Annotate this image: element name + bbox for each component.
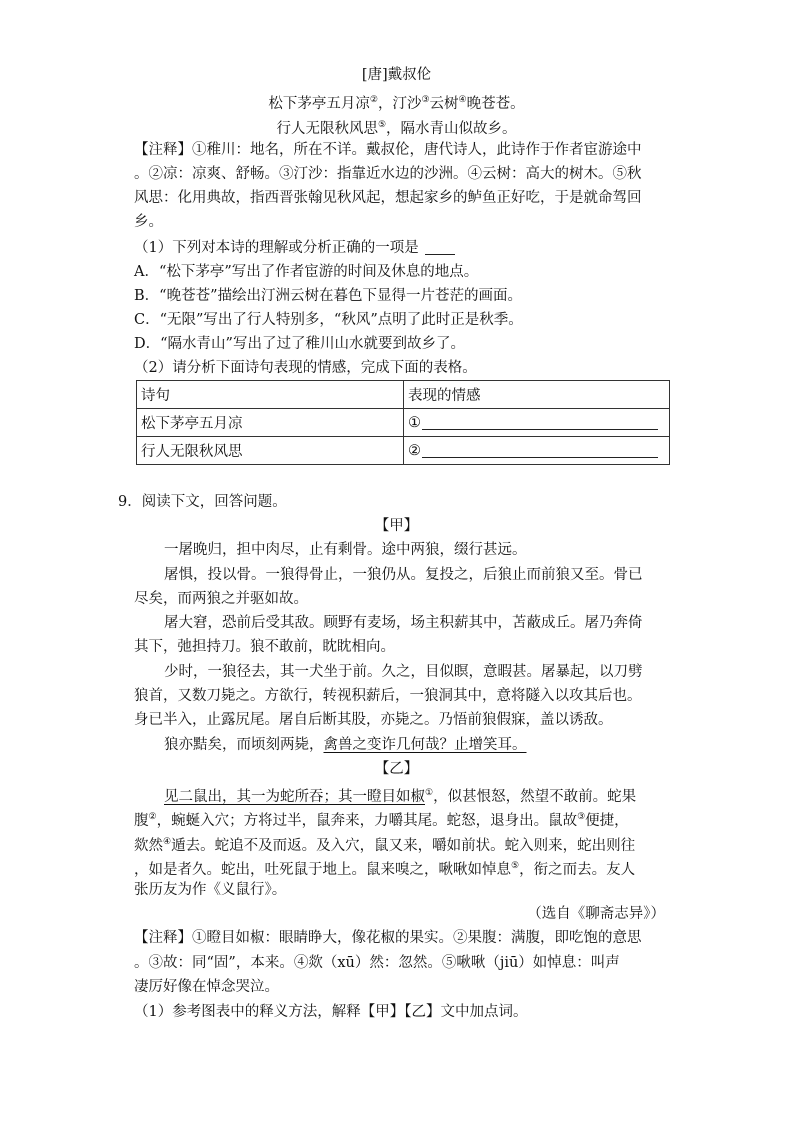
poem-author: [唐]戴叔伦 [361, 67, 432, 83]
passage-line: 尽矣，而两狼之并驱如故。 [134, 591, 308, 607]
option-c[interactable]: C．“无限”写出了行人特别多，“秋风”点明了此时正是秋季。 [134, 312, 523, 328]
table-header-cell: 诗句 [137, 381, 404, 409]
question-9-title: 9．阅读下文，回答问题。 [118, 494, 287, 510]
passage-line: 其下，弛担持刀。狼不敢前，眈眈相向。 [134, 639, 395, 655]
passage-line: ，如是者久。蛇出，吐死鼠于地上。鼠来嗅之，啾啾如悼息⑤，衔之而去。友人 [134, 861, 636, 878]
passage-line: 狼首，又数刀毙之。方欲行，转视积薪后，一狼洞其中，意将隧入以攻其后也。 [134, 688, 642, 704]
answer-blank[interactable] [425, 240, 455, 255]
answer-blank[interactable] [422, 443, 658, 458]
underlined-sentence: 禽兽之变诈几何哉？止增笑耳。 [323, 737, 527, 753]
table-row [137, 409, 670, 437]
underlined-sentence: 见二鼠出，其一为蛇所吞；其一瞪目如椒 [164, 788, 425, 805]
option-a[interactable]: A．“松下茅亭”写出了作者宦游的时间及休息的地点。 [134, 264, 479, 280]
poem-line-1: 松下茅亭五月凉②，汀沙③云树④晚苍苍。 [268, 95, 525, 112]
answer-cell[interactable]: ② [404, 437, 670, 465]
option-b[interactable]: B．“晚苍苍”描绘出汀洲云树在暮色下显得一片苍茫的画面。 [134, 288, 522, 304]
table-header-row [137, 381, 670, 409]
passage-line: 张历友为作《义鼠行》。 [134, 882, 287, 898]
poem-line-2: 行人无限秋风思⑤，隔水青山似故乡。 [276, 120, 517, 137]
poem-note-line: 【注释】①稚川：地名，所在不详。戴叔伦，唐代诗人，此诗作于作者宦游途中 [134, 142, 642, 158]
question-2-stem: （2）请分析下面诗句表现的情感，完成下面的表格。 [134, 360, 477, 376]
poem-note-line: 乡。 [134, 214, 163, 230]
table-row [137, 437, 670, 465]
source-citation: （选自《聊斋志异》） [527, 906, 665, 922]
option-d[interactable]: D．“隔水青山”写出了过了稚川山水就要到故乡了。 [134, 336, 465, 352]
passage-line: 屠大窘，恐前后受其敌。顾野有麦场，场主积薪其中，苫蔽成丘。屠乃奔倚 [164, 615, 643, 631]
table-header-cell: 表现的情感 [404, 381, 670, 409]
passage-line: 见二鼠出，其一为蛇所吞；其一瞪目如椒①，似甚恨怒，然望不敢前。蛇果 [164, 788, 637, 805]
poem-note-line: 。②凉：凉爽、舒畅。③汀沙：指靠近水边的沙洲。④云树：高大的树木。⑤秋 [134, 166, 642, 182]
table-cell: 行人无限秋风思 [137, 437, 404, 465]
passage-line: 狼亦黠矣，而顷刻两毙，禽兽之变诈几何哉？止增笑耳。 [164, 737, 527, 753]
emotion-table [136, 380, 670, 465]
question-1-stem: （1）下列对本诗的理解或分析正确的一项是 [134, 237, 455, 259]
answer-cell[interactable]: ① [404, 409, 670, 437]
passage-note-line: 。③故：同“固”，本来。④欻（xū）然：忽然。⑤啾啾（jiū）如悼息：叫声 [134, 955, 620, 971]
passage-line: 一屠晚归，担中肉尽，止有剩骨。途中两狼，缀行甚远。 [164, 542, 527, 558]
passage-line: 腹②，蜿蜒入穴；方将过半，鼠奔来，力嚼其尾。蛇怒，退身出。鼠故③便捷， [134, 812, 629, 829]
passage-line: 屠惧，投以骨。一狼得骨止，一狼仍从。复投之，后狼止而前狼又至。骨已 [164, 567, 643, 583]
passage-line: 少时，一狼径去，其一犬坐于前。久之，目似瞑，意暇甚。屠暴起，以刀劈 [164, 664, 643, 680]
section-yi-heading: 【乙】 [374, 761, 419, 777]
table-cell: 松下茅亭五月凉 [137, 409, 404, 437]
passage-line: 身已半入，止露尻尾。屠自后断其股，亦毙之。乃悟前狼假寐，盖以诱敌。 [134, 712, 613, 728]
passage-note-line: 【注释】①瞪目如椒：眼睛睁大，像花椒的果实。②果腹：满腹，即吃饱的意思 [134, 930, 642, 946]
question-9-1-stem: （1）参考图表中的释义方法，解释【甲】【乙】文中加点词。 [134, 1004, 528, 1020]
poem-note-line: 风思：化用典故，指西晋张翰见秋风起，想起家乡的鲈鱼正好吃，于是就命驾回 [134, 190, 642, 206]
passage-note-line: 凄厉好像在悼念哭泣。 [134, 979, 279, 995]
passage-line: 欻然④遁去。蛇追不及而返。及入穴，鼠又来，嚼如前状。蛇入则来，蛇出则往 [134, 837, 636, 854]
section-jia-heading: 【甲】 [374, 518, 419, 534]
answer-blank[interactable] [422, 415, 658, 430]
